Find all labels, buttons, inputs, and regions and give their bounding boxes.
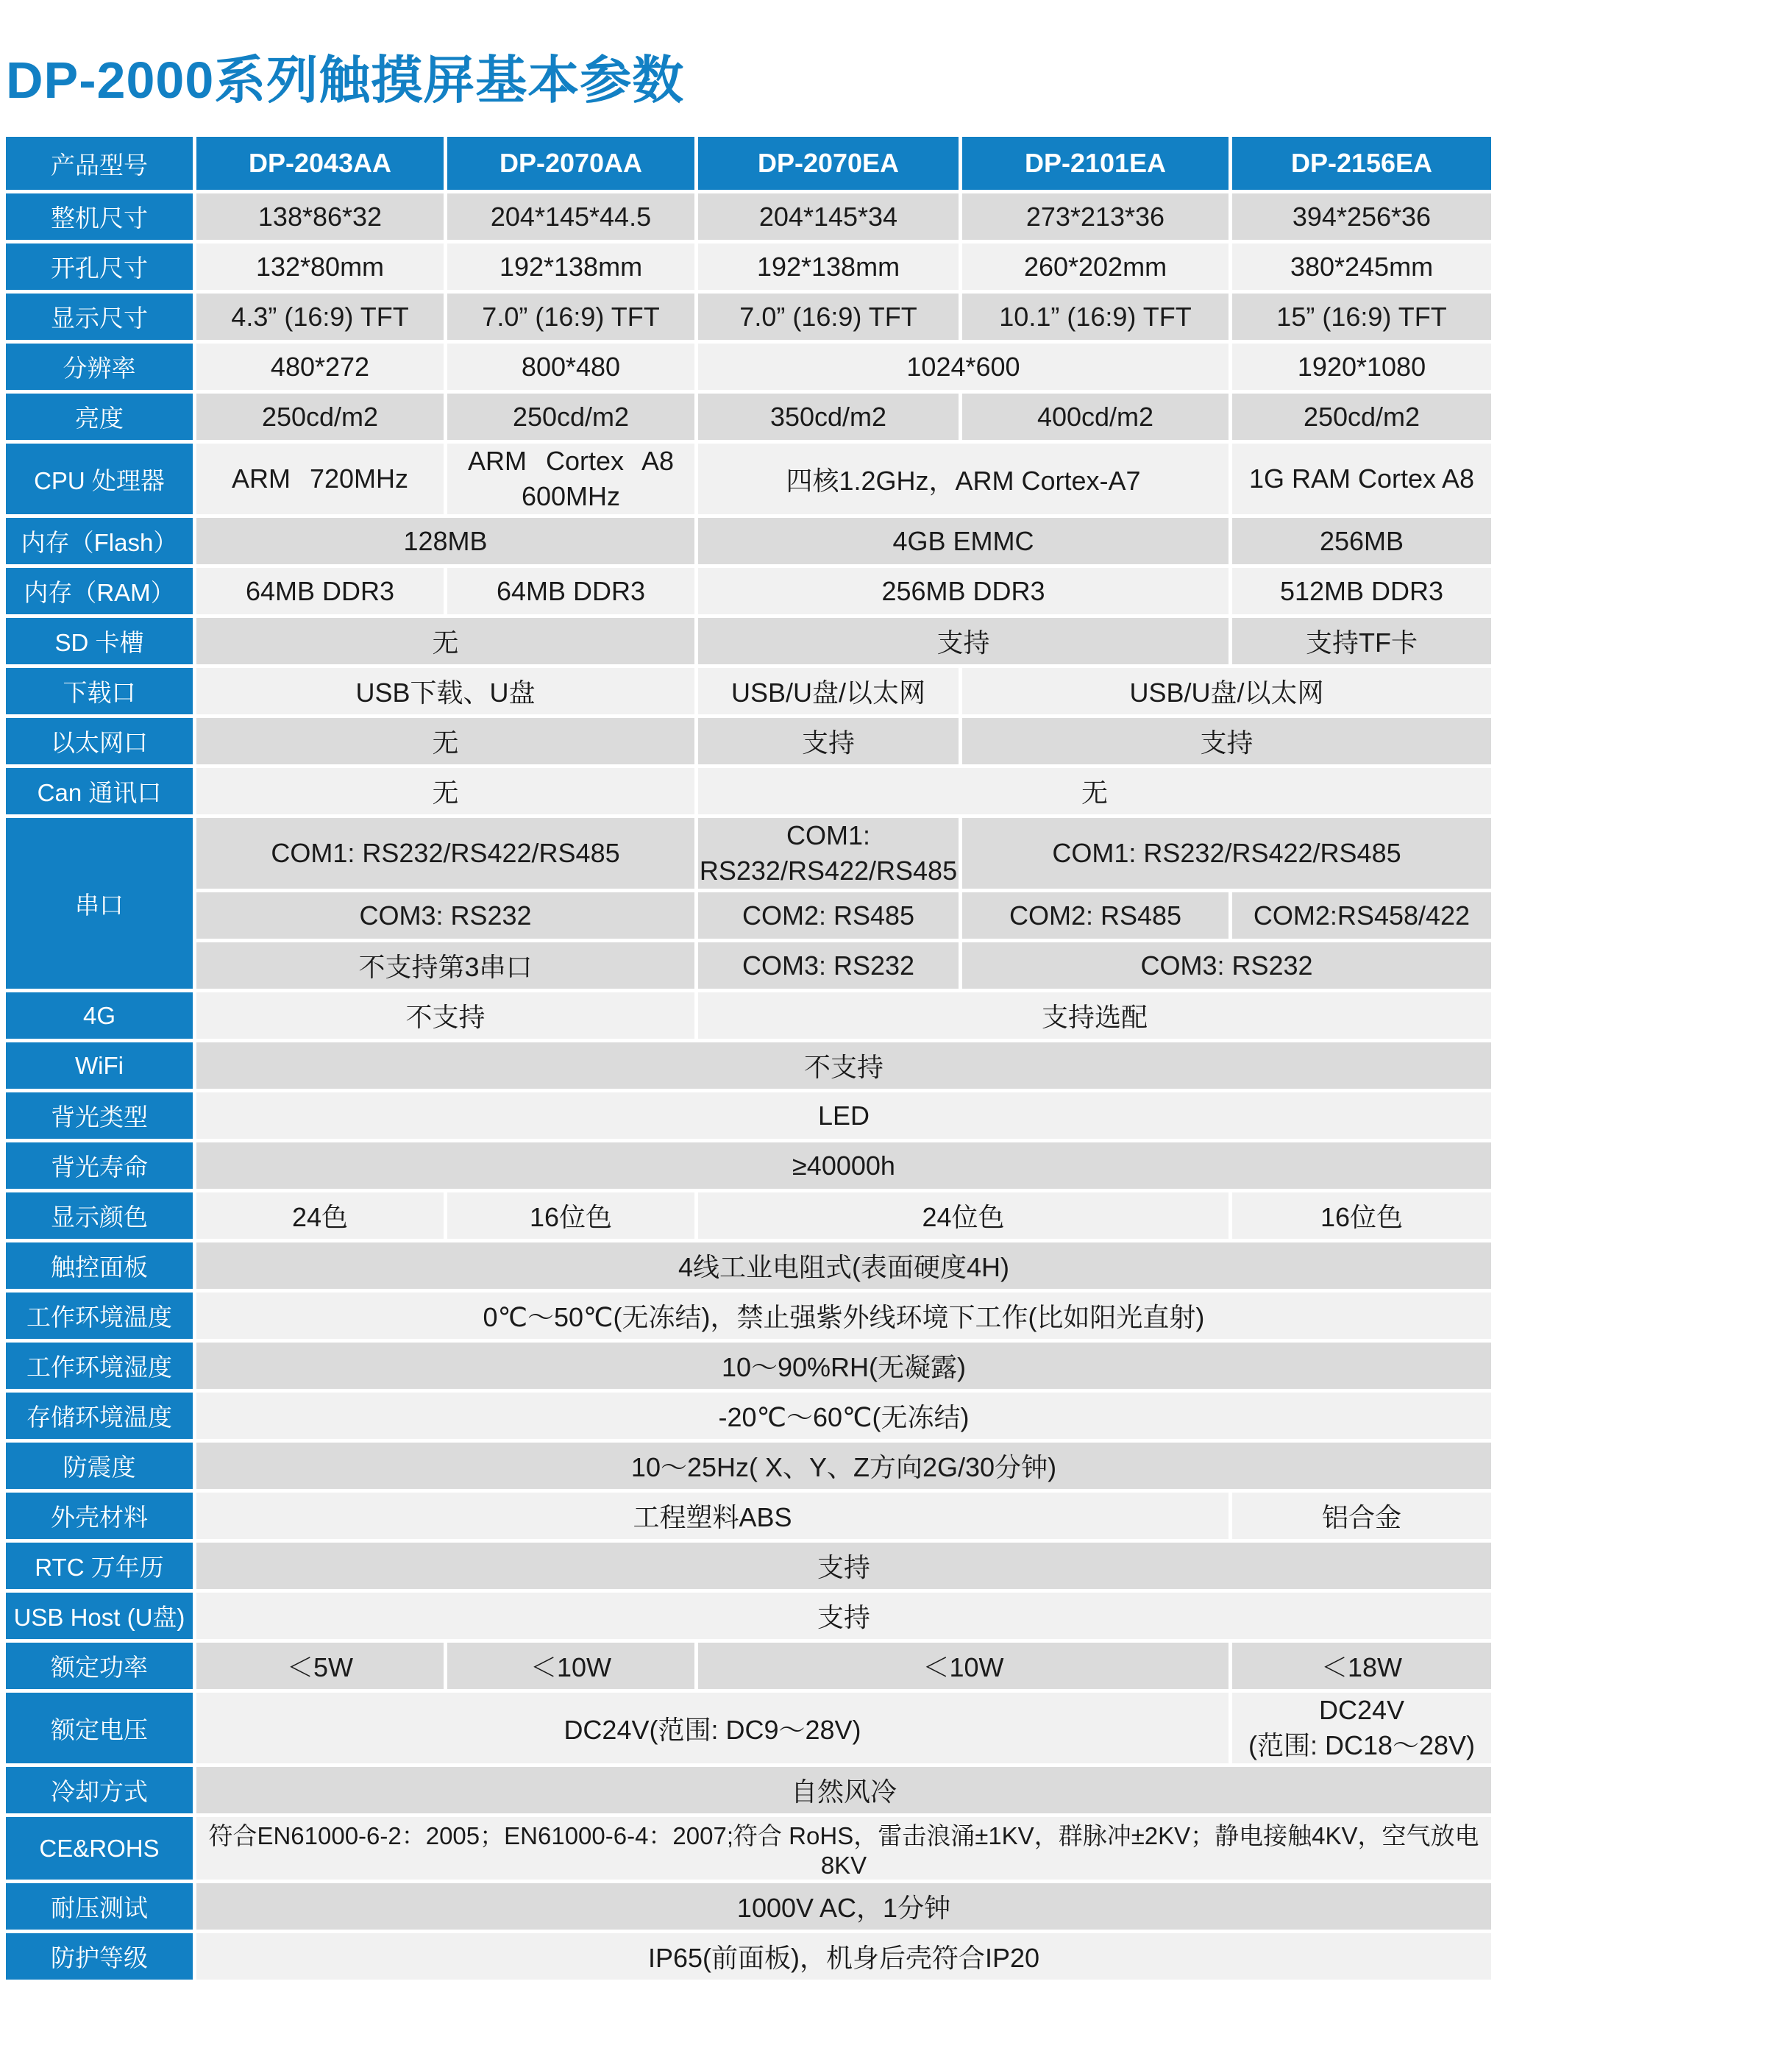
spec-cell: 192*138mm	[698, 243, 959, 290]
table-row	[6, 1883, 1491, 1930]
page-title: DP-2000系列触摸屏基本参数	[6, 51, 685, 109]
spec-cell: 铝合金	[1232, 1493, 1491, 1539]
row-label: CPU 处理器	[6, 444, 193, 514]
spec-cell: 支持TF卡	[1232, 618, 1491, 664]
row-label: 背光类型	[6, 1092, 193, 1139]
spec-cell: COM2:RS458/422	[1232, 892, 1491, 939]
spec-cell: ＜18W	[1232, 1643, 1491, 1689]
spec-cell: 256MB DDR3	[698, 568, 1229, 614]
model-header: DP-2101EA	[962, 137, 1229, 190]
spec-cell: ＜10W	[698, 1643, 1229, 1689]
spec-cell: 132*80mm	[196, 243, 444, 290]
row-label: 显示尺寸	[6, 294, 193, 340]
spec-cell: 256MB	[1232, 518, 1491, 564]
spec-cell: 1000V AC，1分钟	[196, 1883, 1491, 1930]
table-row	[6, 818, 1491, 889]
spec-cell: 4GB EMMC	[698, 518, 1229, 564]
table-row	[6, 1092, 1491, 1139]
table-row	[6, 444, 1491, 514]
row-label: RTC 万年历	[6, 1543, 193, 1589]
spec-cell: 自然风冷	[196, 1767, 1491, 1813]
spec-cell: COM3: RS232	[698, 942, 959, 989]
spec-cell: COM2: RS485	[962, 892, 1229, 939]
table-row	[6, 1142, 1491, 1189]
spec-cell: 符合EN61000-6-2：2005；EN61000-6-4：2007;符合 RoHS，雷击浪涌±1KV，群脉冲±2KV；静电接触4KV，空气放电8KV	[196, 1817, 1491, 1880]
row-label: 背光寿命	[6, 1142, 193, 1189]
spec-table-body	[6, 137, 1491, 1980]
spec-cell: 204*145*34	[698, 193, 959, 240]
spec-cell	[447, 444, 694, 514]
spec-cell: 800*480	[447, 344, 694, 390]
table-row	[6, 892, 1491, 939]
row-label: 以太网口	[6, 718, 193, 764]
spec-cell: 1920*1080	[1232, 344, 1491, 390]
table-row	[6, 992, 1491, 1039]
table-row	[6, 1042, 1491, 1089]
row-label: 亮度	[6, 394, 193, 440]
row-label: 分辨率	[6, 344, 193, 390]
table-row	[6, 344, 1491, 390]
spec-cell: 394*256*36	[1232, 193, 1491, 240]
spec-cell: 7.0” (16:9) TFT	[698, 294, 959, 340]
spec-cell: 64MB DDR3	[447, 568, 694, 614]
table-row	[6, 942, 1491, 989]
spec-cell: 15” (16:9) TFT	[1232, 294, 1491, 340]
row-label: CE&ROHS	[6, 1817, 193, 1880]
spec-cell: 无	[196, 768, 694, 814]
table-row	[6, 1767, 1491, 1813]
spec-cell: 64MB DDR3	[196, 568, 444, 614]
spec-cell	[698, 818, 959, 889]
table-row	[6, 193, 1491, 240]
spec-cell: 0℃～50℃(无冻结)，禁止强紫外线环境下工作(比如阳光直射)	[196, 1293, 1491, 1339]
spec-cell: 支持	[196, 1543, 1491, 1589]
row-label: 额定电压	[6, 1693, 193, 1763]
row-label: 额定功率	[6, 1643, 193, 1689]
table-row	[6, 1933, 1491, 1980]
spec-cell: USB下载、U盘	[196, 668, 694, 714]
spec-cell: 480*272	[196, 344, 444, 390]
table-row	[6, 1693, 1491, 1763]
row-label: 下载口	[6, 668, 193, 714]
spec-cell: LED	[196, 1092, 1491, 1139]
row-label: 4G	[6, 992, 193, 1039]
spec-cell: 无	[196, 618, 694, 664]
spec-cell: 支持	[196, 1593, 1491, 1639]
spec-cell: COM3: RS232	[196, 892, 694, 939]
spec-cell-line: 600MHz	[521, 481, 621, 511]
spec-cell: 512MB DDR3	[1232, 568, 1491, 614]
spec-cell: 250cd/m2	[1232, 394, 1491, 440]
table-row	[6, 1593, 1491, 1639]
row-label: 存储环境温度	[6, 1393, 193, 1439]
spec-cell: ＜5W	[196, 1643, 444, 1689]
table-row	[6, 1293, 1491, 1339]
spec-cell: COM2: RS485	[698, 892, 959, 939]
table-row	[6, 1543, 1491, 1589]
spec-cell: ARM 720MHz	[196, 444, 444, 514]
row-label: 工作环境湿度	[6, 1343, 193, 1389]
spec-cell-line: RS232/RS422/RS485	[699, 856, 958, 886]
spec-cell: 138*86*32	[196, 193, 444, 240]
table-row	[6, 1493, 1491, 1539]
row-label: USB Host (U盘)	[6, 1593, 193, 1639]
spec-cell-line: (范围: DC18～28V)	[1248, 1730, 1476, 1760]
spec-cell: 16位色	[1232, 1192, 1491, 1239]
model-header: DP-2156EA	[1232, 137, 1491, 190]
table-row	[6, 243, 1491, 290]
table-row	[6, 1393, 1491, 1439]
spec-cell: 工程塑料ABS	[196, 1493, 1229, 1539]
spec-cell: COM1: RS232/RS422/RS485	[196, 818, 694, 889]
spec-cell: -20℃～60℃(无冻结)	[196, 1393, 1491, 1439]
table-row	[6, 1443, 1491, 1489]
table-row	[6, 668, 1491, 714]
row-label: 冷却方式	[6, 1767, 193, 1813]
table-row	[6, 1343, 1491, 1389]
row-label: 防震度	[6, 1443, 193, 1489]
table-row	[6, 294, 1491, 340]
spec-cell: 250cd/m2	[196, 394, 444, 440]
spec-cell: 204*145*44.5	[447, 193, 694, 240]
spec-cell-line: COM1:	[786, 820, 870, 851]
model-header: DP-2043AA	[196, 137, 444, 190]
spec-cell: 250cd/m2	[447, 394, 694, 440]
row-label: 内存（RAM）	[6, 568, 193, 614]
row-label: 工作环境温度	[6, 1293, 193, 1339]
row-label: 串口	[6, 818, 193, 989]
spec-cell: 不支持	[196, 992, 694, 1039]
spec-cell: COM3: RS232	[962, 942, 1491, 989]
spec-table	[2, 133, 1495, 1983]
spec-cell: 192*138mm	[447, 243, 694, 290]
spec-cell: 无	[698, 768, 1491, 814]
table-row	[6, 1817, 1491, 1880]
spec-cell: 支持选配	[698, 992, 1491, 1039]
spec-cell: 380*245mm	[1232, 243, 1491, 290]
table-row	[6, 1192, 1491, 1239]
spec-cell	[1232, 1693, 1491, 1763]
spec-cell-line: ARM Cortex A8	[467, 446, 675, 477]
spec-cell: USB/U盘/以太网	[962, 668, 1491, 714]
column-header-label: 产品型号	[6, 137, 193, 190]
row-label: SD 卡槽	[6, 618, 193, 664]
row-label: 触控面板	[6, 1242, 193, 1289]
row-label: WiFi	[6, 1042, 193, 1089]
spec-cell: 10.1” (16:9) TFT	[962, 294, 1229, 340]
spec-cell: 不支持	[196, 1042, 1491, 1089]
spec-cell: 支持	[698, 718, 959, 764]
table-row	[6, 394, 1491, 440]
spec-cell: 24色	[196, 1192, 444, 1239]
spec-cell-line: DC24V	[1318, 1695, 1405, 1726]
table-row	[6, 518, 1491, 564]
spec-cell: 16位色	[447, 1192, 694, 1239]
model-header: DP-2070EA	[698, 137, 959, 190]
spec-cell: 128MB	[196, 518, 694, 564]
table-row	[6, 1242, 1491, 1289]
spec-cell: ＜10W	[447, 1643, 694, 1689]
spec-cell: 260*202mm	[962, 243, 1229, 290]
spec-cell: DC24V(范围: DC9～28V)	[196, 1693, 1229, 1763]
spec-cell: ≥40000h	[196, 1142, 1491, 1189]
row-label: 显示颜色	[6, 1192, 193, 1239]
table-row	[6, 768, 1491, 814]
row-label: 外壳材料	[6, 1493, 193, 1539]
spec-cell: 273*213*36	[962, 193, 1229, 240]
table-header-row	[6, 137, 1491, 190]
row-label: 整机尺寸	[6, 193, 193, 240]
spec-cell: 四核1.2GHz，ARM Cortex-A7	[698, 444, 1229, 514]
spec-cell: 7.0” (16:9) TFT	[447, 294, 694, 340]
spec-cell: 无	[196, 718, 694, 764]
table-row	[6, 568, 1491, 614]
spec-cell: 4线工业电阻式(表面硬度4H)	[196, 1242, 1491, 1289]
spec-cell: 1024*600	[698, 344, 1229, 390]
spec-cell: 10～25Hz( X、Y、Z方向2G/30分钟)	[196, 1443, 1491, 1489]
row-label: 耐压测试	[6, 1883, 193, 1930]
spec-cell: 支持	[698, 618, 1229, 664]
table-row	[6, 618, 1491, 664]
row-label: 内存（Flash）	[6, 518, 193, 564]
spec-cell: 10～90%RH(无凝露)	[196, 1343, 1491, 1389]
spec-cell: COM1: RS232/RS422/RS485	[962, 818, 1491, 889]
spec-cell: 支持	[962, 718, 1491, 764]
row-label: Can 通讯口	[6, 768, 193, 814]
model-header: DP-2070AA	[447, 137, 694, 190]
table-row	[6, 718, 1491, 764]
spec-cell: 350cd/m2	[698, 394, 959, 440]
spec-cell: 4.3” (16:9) TFT	[196, 294, 444, 340]
table-row	[6, 1643, 1491, 1689]
spec-cell: 1G RAM Cortex A8	[1232, 444, 1491, 514]
spec-cell: USB/U盘/以太网	[698, 668, 959, 714]
row-label: 开孔尺寸	[6, 243, 193, 290]
spec-cell: IP65(前面板)，机身后壳符合IP20	[196, 1933, 1491, 1980]
spec-cell: 400cd/m2	[962, 394, 1229, 440]
spec-cell: 24位色	[698, 1192, 1229, 1239]
spec-cell: 不支持第3串口	[196, 942, 694, 989]
row-label: 防护等级	[6, 1933, 193, 1980]
